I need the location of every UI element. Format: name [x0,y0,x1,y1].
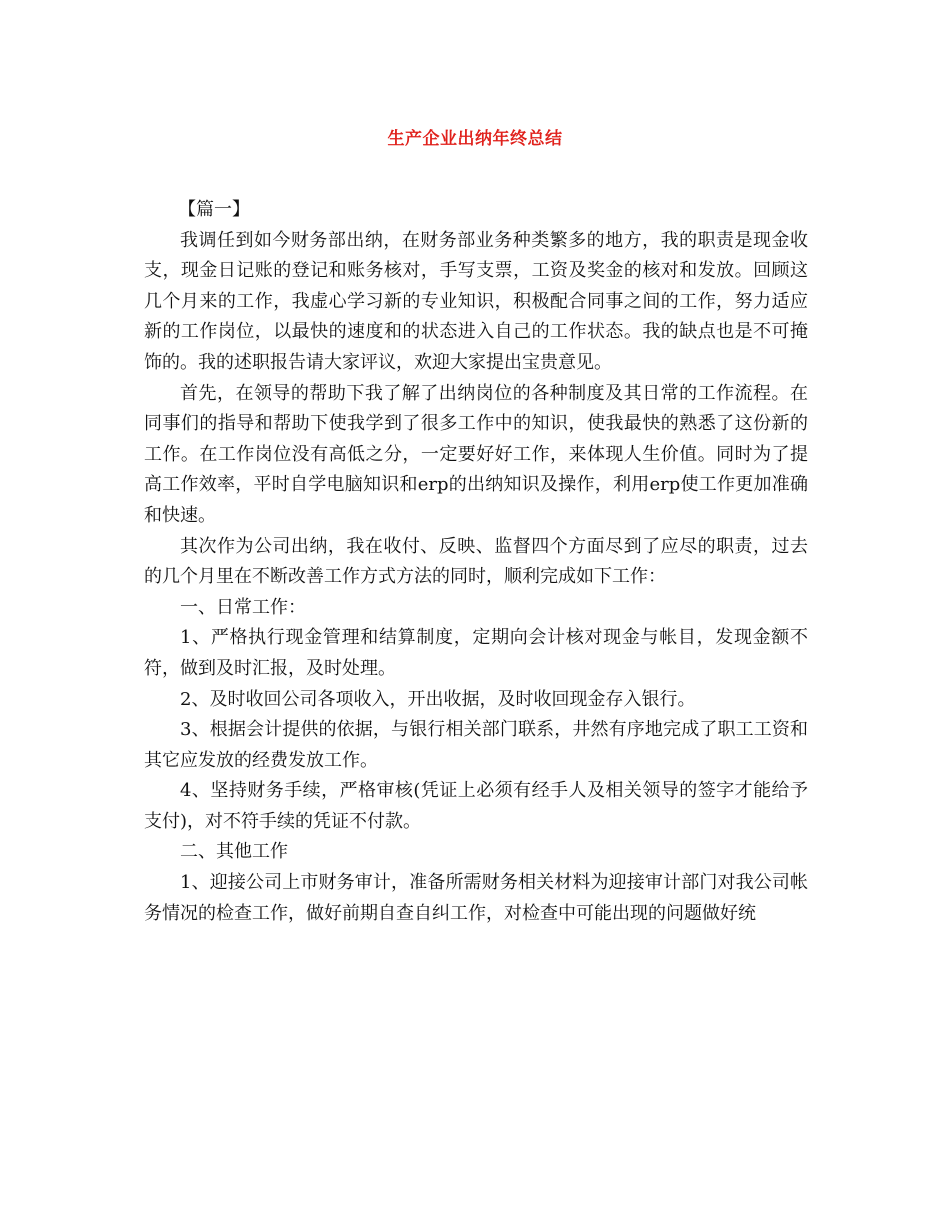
paragraph: 其次作为公司出纳，我在收付、反映、监督四个方面尽到了应尽的职责，过去的几个月里在不断改善工作方式方法的同时，顺利完成如下工作： [144,535,808,588]
paragraph: 首先，在领导的帮助下我了解了出纳岗位的各种制度及其日常的工作流程。在同事们的指导和帮助下使我学到了很多工作中的知识，使我最快的熟悉了这份新的工作。在工作岗位没有高低之分，一定要好好工作，来体现人生价值。同时为了提高工作效率，平时自学电脑知识和erp的出纳知识及操作，利用erp使工作更加准确和快速。 [144,382,808,526]
document-body [144,195,808,929]
paragraph: 我调任到如今财务部出纳，在财务部业务种类繁多的地方，我的职责是现金收支，现金日记账的登记和账务核对，手写支票，工资及奖金的核对和发放。回顾这几个月来的工作，我虚心学习新的专业知识，积极配合同事之间的工作，努力适应新的工作岗位，以最快的速度和的状态进入自己的工作状态。我的缺点也是不可掩饰的。我的述职报告请大家评议，欢迎大家提出宝贵意见。 [144,229,808,373]
section-heading: 【篇一】 [178,199,250,220]
list-item: 3、根据会计提供的依据，与银行相关部门联系，井然有序地完成了职工工资和其它应发放的经费发放工作。 [144,719,808,771]
document-title: 生产企业出纳年终总结 [387,129,563,149]
list-heading: 一、日常工作： [180,596,306,618]
list-item: 1、严格执行现金管理和结算制度，定期向会计核对现金与帐目，发现金额不符，做到及时汇报，及时处理。 [144,627,808,679]
list-item: 1、迎接公司上市财务审计，准备所需财务相关材料为迎接审计部门对我公司帐务情况的检查工作，做好前期自查自纠工作，对检查中可能出现的问题做好统 [144,872,808,924]
list-item: 4、坚持财务手续，严格审核(凭证上必须有经手人及相关领导的签字才能给予支付)，对不符手续的凭证不付款。 [144,780,808,832]
list-item: 2、及时收回公司各项收入，开出收据，及时收回现金存入银行。 [180,688,696,710]
list-heading: 二、其他工作 [180,841,288,863]
